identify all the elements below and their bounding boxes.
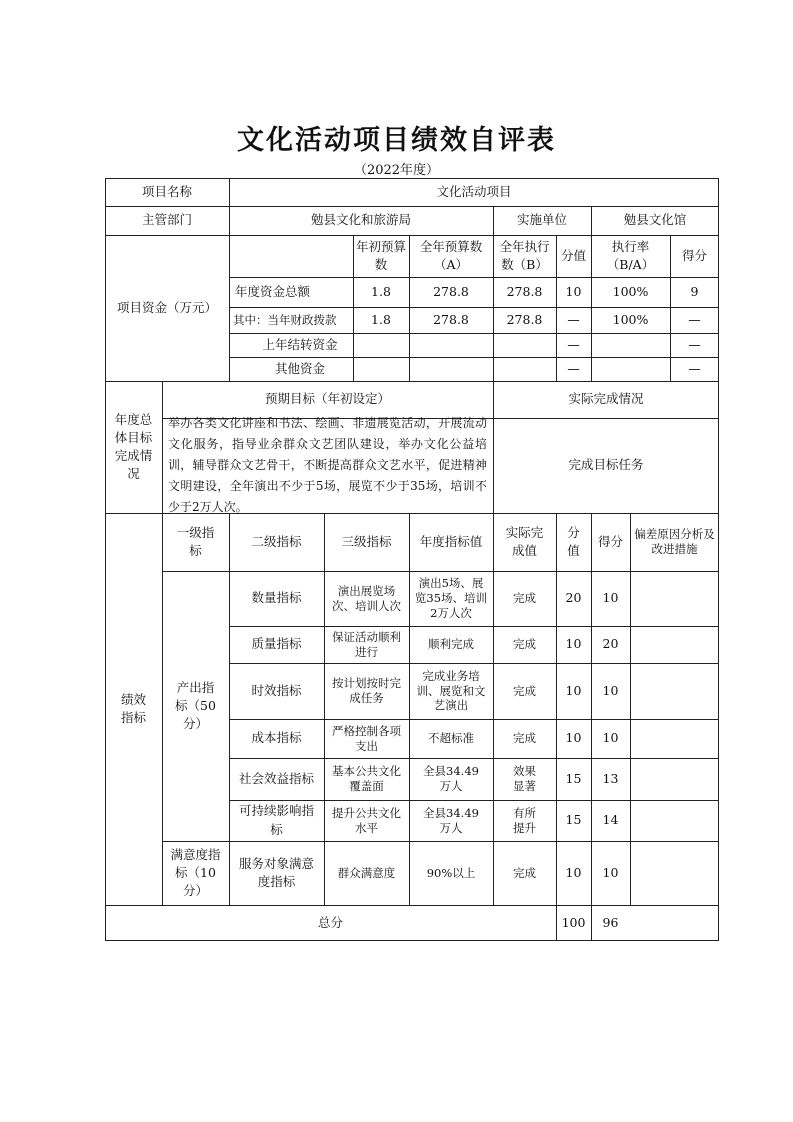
ind-row-score: 14: [602, 812, 619, 828]
ind-row-value: 10: [565, 682, 582, 698]
ind-row-score: 10: [602, 590, 619, 606]
ind-row-deviation: [630, 719, 719, 758]
funds-row-label: 年度资金总额: [235, 283, 311, 299]
ind-row-deviation: [630, 626, 719, 663]
ind-row-value: 15: [565, 770, 582, 786]
ind-row-level2: 时效指标: [251, 682, 302, 698]
funds-row-executed: 278.8: [506, 311, 543, 327]
funds-row-executed: 278.8: [506, 283, 543, 299]
project-name-value: 文化活动项目: [436, 183, 512, 199]
ind-row-actual: 有所提升: [513, 805, 536, 835]
ind-row-value: 15: [565, 812, 582, 828]
dept-label: 主管部门: [141, 212, 192, 228]
funds-header-score: 得分: [681, 247, 707, 263]
ind-header-level2: 二级指标: [251, 533, 302, 549]
page-title: 文化活动项目绩效自评表: [237, 125, 556, 156]
ind-row-deviation: [630, 800, 719, 841]
ind-header-actual: 实际完成值: [505, 524, 544, 558]
page-subtitle: （2022年度）: [353, 163, 440, 178]
ind-row-actual: 完成: [513, 637, 536, 652]
funds-row-score: —: [688, 336, 701, 352]
ind-row-actual: 完成: [513, 865, 536, 880]
ind-row-level3: 严格控制各项支出: [332, 723, 401, 753]
funds-header-initial: 年初预算数: [355, 238, 406, 272]
ind-row-target: 不超标准: [428, 731, 474, 746]
ind-row-level3: 保证活动顺利进行: [332, 629, 401, 659]
goals-label: 年度总体目标完成情况: [114, 411, 153, 482]
ind-row-value: 10: [565, 730, 582, 746]
funds-header-executed: 全年执行数（B）: [499, 238, 550, 272]
ind-row-score: 20: [602, 636, 619, 652]
ind-header-deviation: 偏差原因分析及改进措施: [634, 527, 715, 556]
ind-row-level3: 提升公共文化水平: [332, 805, 401, 835]
funds-header-rate: 执行率（B/A）: [606, 238, 655, 272]
goals-expected-text: 举办各类文化讲座和书法、绘画、非遗展览活动，开展流动文化服务，指导业余群众文艺团队建设，举办文化公益培训，辅导群众文艺骨干，不断提高群众文艺水平，促进精神文明建设，全年演出不少于5场，展览不少于35场，培训不少于2万人次。: [168, 416, 487, 514]
goals-actual-text: 完成目标任务: [568, 457, 644, 473]
project-name-label: 项目名称: [141, 183, 192, 199]
ind-row-level3: 按计划按时完成任务: [332, 676, 401, 705]
ind-header-level1: 一级指标: [176, 524, 215, 558]
ind-row-score: 10: [602, 864, 619, 880]
ind-row-score: 10: [602, 730, 619, 746]
ind-row-level2: 可持续影响指标: [238, 803, 314, 837]
ind-row-actual: 完成: [513, 591, 536, 606]
ind-row-target: 演出5场、展览35场、培训2万人次: [414, 576, 488, 620]
funds-row-label: 其中：当年财政拨款: [233, 312, 337, 327]
ind-row-score: 13: [602, 770, 619, 786]
funds-row-rate: 100%: [612, 311, 649, 327]
ind-row-actual: 完成: [513, 683, 536, 698]
ind-satisfaction-label: 满意度指标（10分）: [170, 846, 221, 899]
total-label: 总分: [317, 914, 343, 930]
ind-row-value: 20: [565, 590, 582, 606]
funds-row-initial: 1.8: [371, 311, 391, 327]
ind-header-value: 分值: [567, 524, 580, 558]
funds-row-score: 9: [690, 283, 699, 299]
funds-row-value: —: [567, 311, 580, 327]
ind-output-label: 产出指标（50分）: [175, 679, 216, 732]
ind-row-deviation: [630, 758, 719, 800]
total-value: 100: [561, 914, 586, 930]
ind-row-target: 完成业务培训、展览和文艺演出: [416, 668, 486, 713]
funds-row-annual: 278.8: [433, 283, 469, 299]
ind-row-level2: 质量指标: [251, 636, 302, 652]
ind-row-value: 10: [565, 636, 582, 652]
ind-row-target: 90%以上: [426, 865, 476, 880]
ind-row-deviation: [630, 571, 719, 626]
goals-expected-header: 预期目标（年初设定）: [264, 391, 390, 407]
goals-actual-header: 实际完成情况: [568, 391, 644, 407]
ind-row-actual: 效果显著: [513, 764, 536, 793]
ind-header-level3: 三级指标: [341, 533, 392, 549]
ind-row-level2: 服务对象满意度指标: [238, 855, 314, 889]
indicators-label: 绩效指标: [120, 691, 146, 725]
ind-row-target: 全县34.49万人: [423, 764, 479, 793]
ind-row-target: 全县34.49万人: [423, 805, 479, 835]
total-score: 96: [602, 914, 619, 930]
unit-value: 勉县文化馆: [623, 212, 687, 228]
ind-row-level3: 群众满意度: [337, 865, 396, 880]
funds-row-score: —: [688, 360, 701, 376]
funds-row-initial: 1.8: [371, 283, 391, 299]
funds-row-value: —: [567, 336, 580, 352]
ind-row-level2: 数量指标: [251, 590, 302, 606]
ind-row-deviation: [630, 663, 719, 719]
funds-header-annual: 全年预算数（A）: [419, 238, 483, 272]
ind-row-target: 顺利完成: [428, 637, 474, 652]
ind-header-target: 年度指标值: [419, 533, 483, 549]
ind-row-level2: 社会效益指标: [238, 770, 314, 786]
unit-label: 实施单位: [516, 212, 567, 228]
ind-row-actual: 完成: [513, 731, 536, 746]
funds-row-annual: 278.8: [433, 311, 469, 327]
funds-row-value: —: [567, 360, 580, 376]
funds-row-label: 上年结转资金: [262, 336, 338, 352]
ind-row-level3: 演出展览场次、培训人次: [332, 583, 401, 613]
ind-row-score: 10: [602, 682, 619, 698]
ind-row-level3: 基本公共文化覆盖面: [332, 764, 401, 793]
funds-label: 项目资金（万元）: [116, 299, 217, 315]
ind-row-value: 10: [565, 864, 582, 880]
funds-row-label: 其他资金: [274, 360, 325, 376]
funds-row-rate: 100%: [612, 283, 649, 299]
funds-header-value: 分值: [560, 247, 586, 263]
evaluation-table: [105, 178, 719, 941]
ind-row-deviation: [630, 841, 719, 905]
funds-row-value: 10: [565, 283, 582, 299]
ind-row-level2: 成本指标: [251, 730, 302, 746]
ind-header-score: 得分: [598, 533, 624, 549]
funds-row-score: —: [688, 311, 701, 327]
dept-value: 勉县文化和旅游局: [310, 212, 411, 228]
